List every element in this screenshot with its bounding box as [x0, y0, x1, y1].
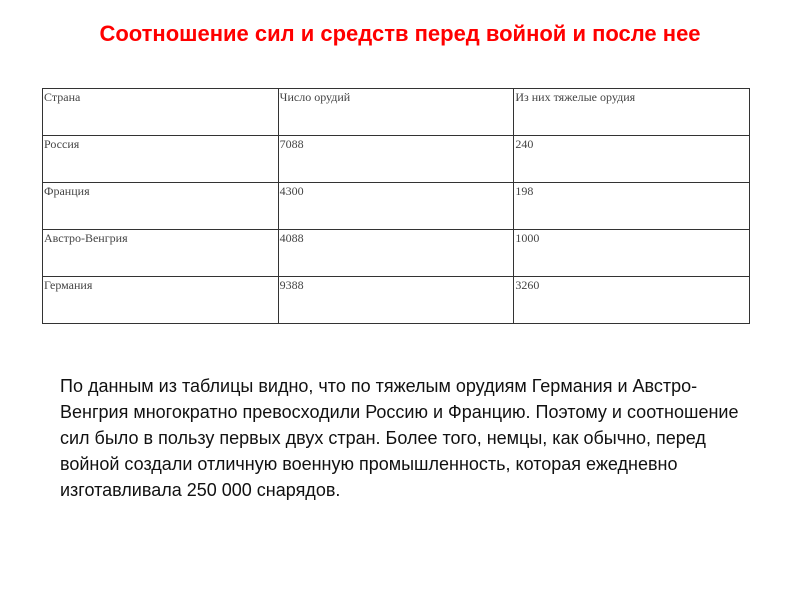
- table-cell: 7088: [278, 136, 514, 183]
- summary-paragraph: По данным из таблицы видно, что по тяжелым орудиям Германия и Австро-Венгрия многократно превосходили Россию и Францию. Поэтому и соотношение сил было в пользу первых двух стран. Более того, немцы, как обычно, перед войной создали отличную военную промышленность, которая ежедневно изготавливала 250 000 снарядов.: [60, 376, 739, 500]
- slide-title: Соотношение сил и средств перед войной и после нее: [99, 21, 701, 46]
- table-cell: Россия: [43, 136, 279, 183]
- header-cell: Страна: [43, 89, 279, 136]
- table-row: [43, 136, 750, 183]
- table-cell: Франция: [43, 183, 279, 230]
- table-row: [43, 183, 750, 230]
- table-header-row: [43, 89, 750, 136]
- table-cell: Австро-Венгрия: [43, 230, 279, 277]
- artillery-table: [42, 88, 750, 324]
- table-cell: 240: [514, 136, 750, 183]
- table-cell: 4088: [278, 230, 514, 277]
- table-cell: 3260: [514, 277, 750, 324]
- table-cell: 9388: [278, 277, 514, 324]
- table-row: [43, 230, 750, 277]
- header-cell: Из них тяжелые орудия: [514, 89, 750, 136]
- table-row: [43, 277, 750, 324]
- table-cell: 1000: [514, 230, 750, 277]
- table-cell: 198: [514, 183, 750, 230]
- table-cell: 4300: [278, 183, 514, 230]
- table-cell: Германия: [43, 277, 279, 324]
- header-cell: Число орудий: [278, 89, 514, 136]
